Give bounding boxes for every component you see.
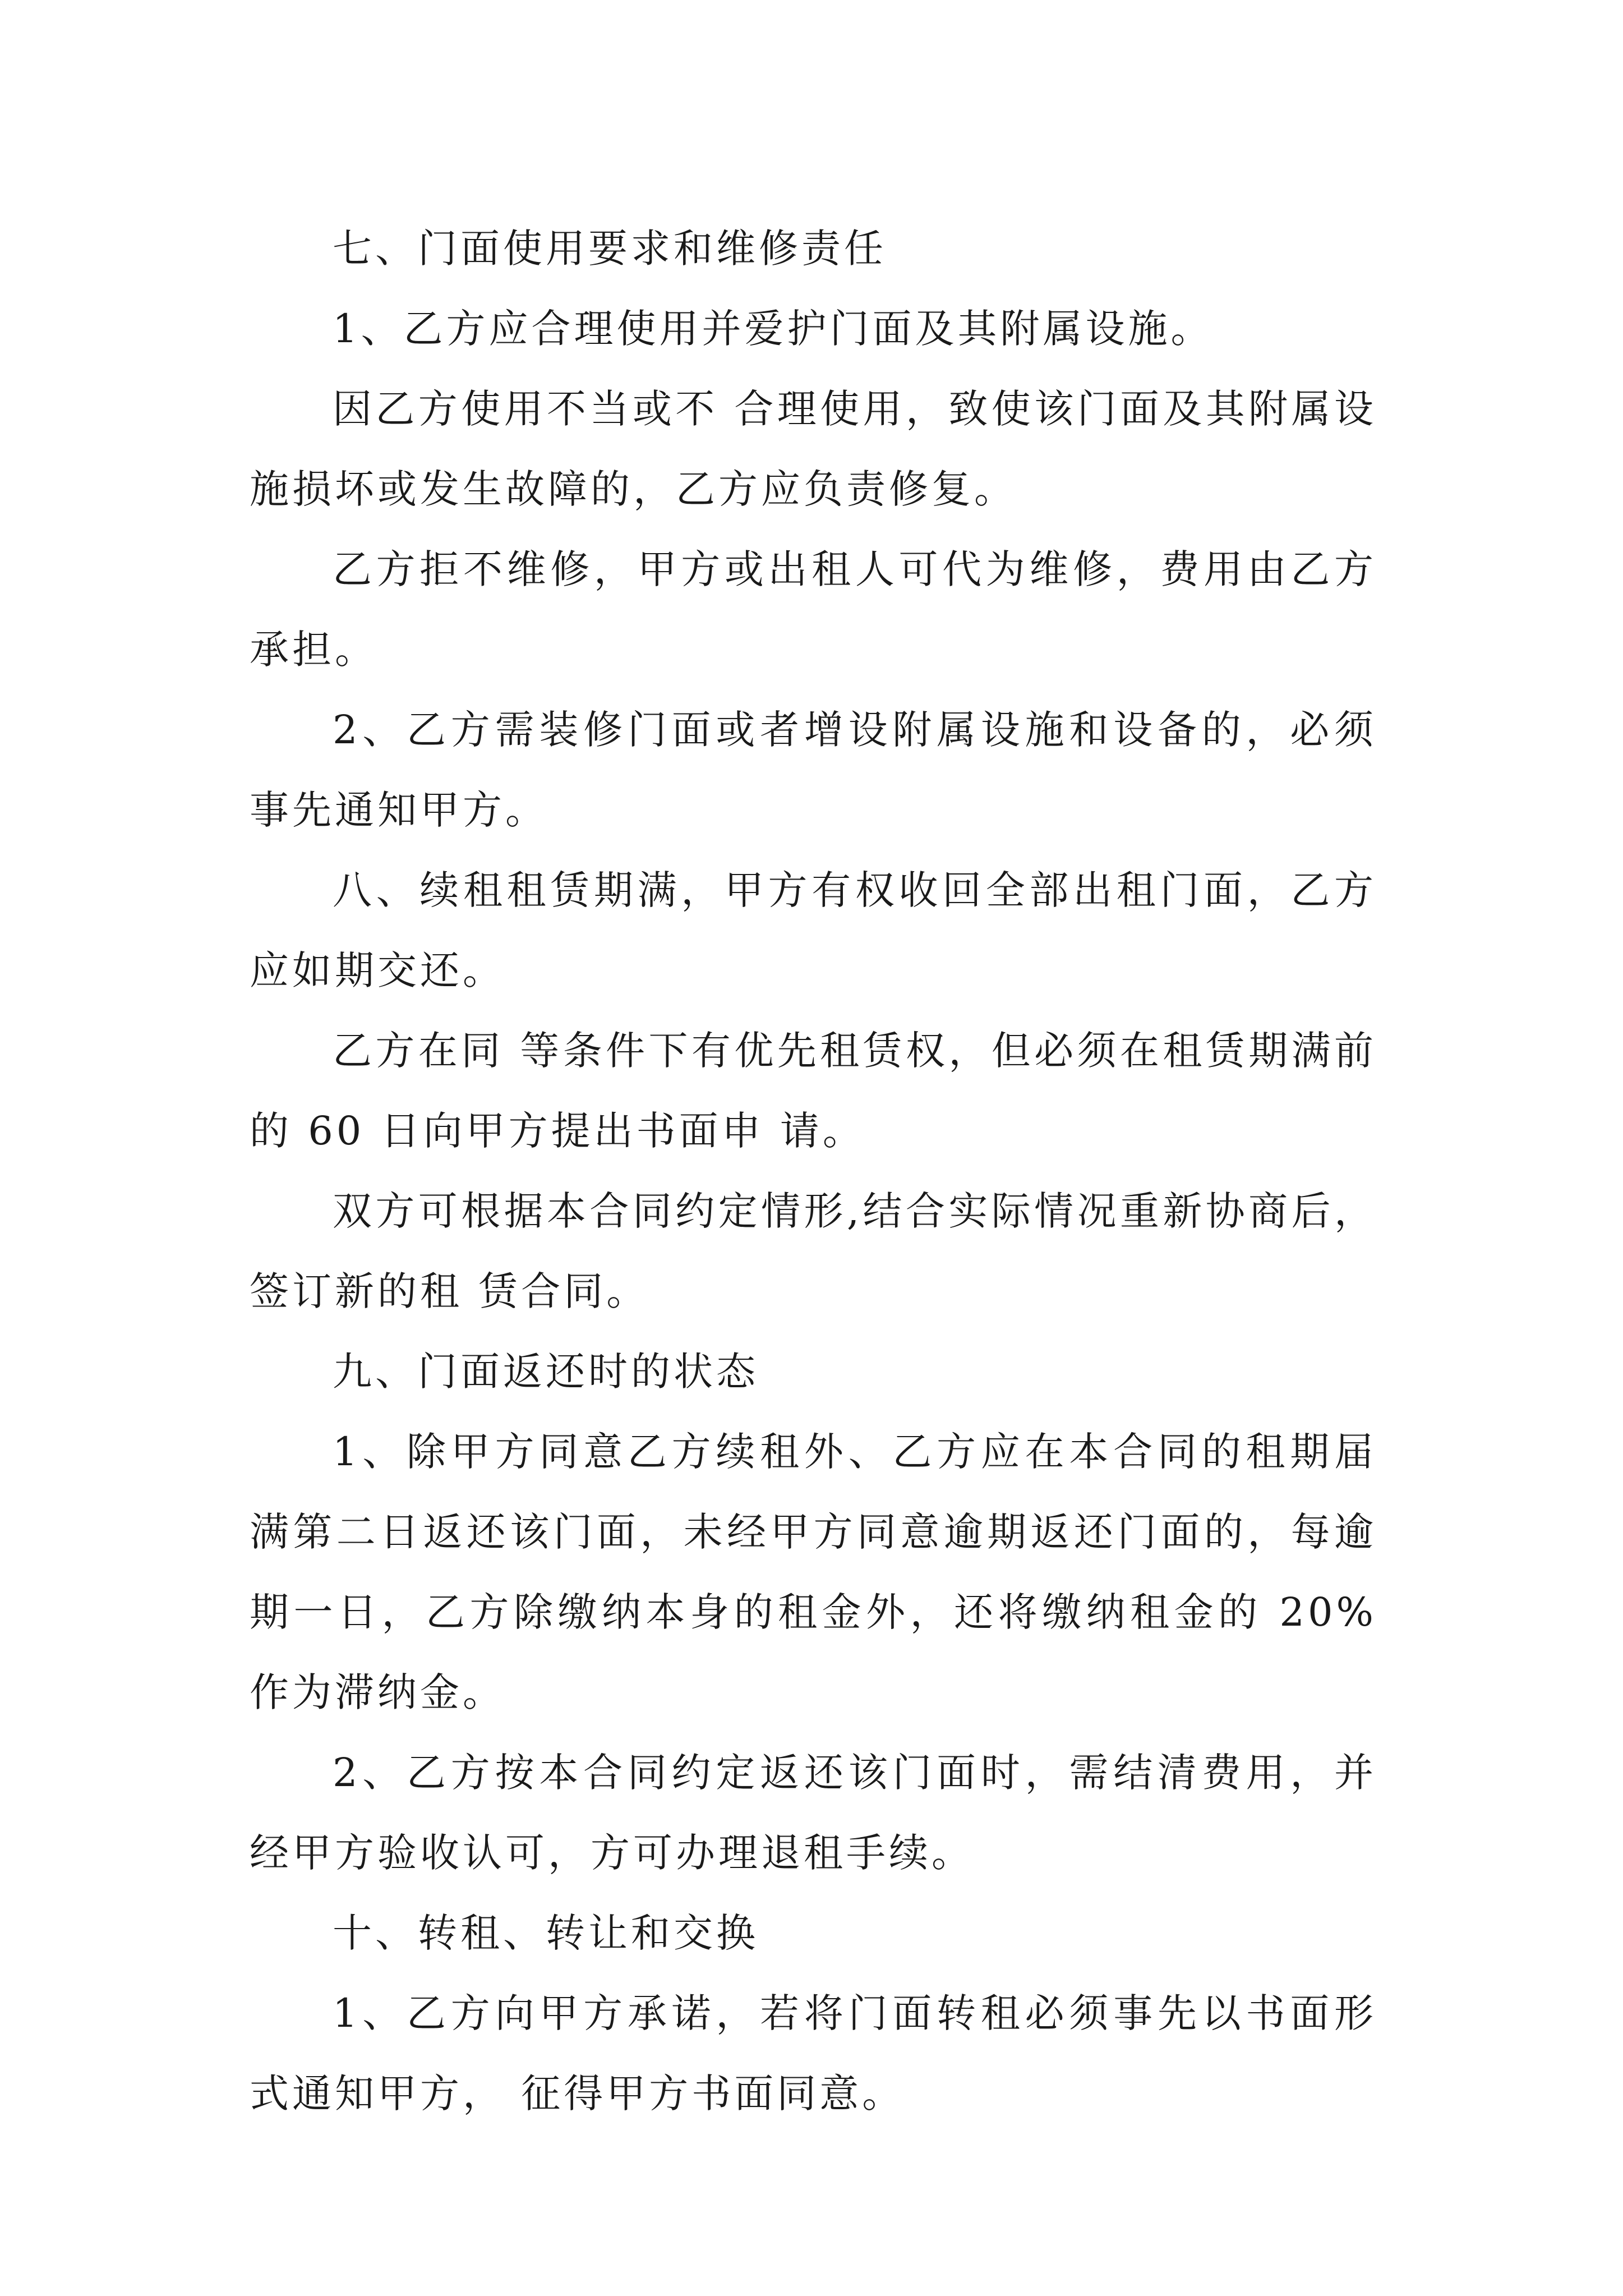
clause-7-1-refusal: 乙方拒不维修，甲方或出租人可代为维修，费用由乙方承担。 [250,546,1377,673]
section-heading-9: 九、门面返还时的状态 [333,1349,759,1395]
clause-8-renegotiate: 双方可根据本合同约定情形,结合实际情况重新协商后，签订新的租 赁合同。 [250,1188,1377,1314]
clause-8-priority: 乙方在同 等条件下有优先租赁权，但必须在租赁期满前的 60 日向甲方提出书面申 请。 [250,1028,1377,1154]
clause-10-1: 1、乙方向甲方承诺，若将门面转租必须事先以书面形式通知甲方， 征得甲方书面同意。 [250,1990,1377,2116]
clause-9-1: 1、除甲方同意乙方续租外、乙方应在本合同的租期届满第二日返还该门面，未经甲方同意逾期返还门面的，每逾期一日，乙方除缴纳本身的租金外，还将缴纳租金的 20%作为滞纳金。 [250,1429,1377,1715]
clause-7-1-improper-use: 因乙方使用不当或不 合理使用，致使该门面及其附属设施损坏或发生故障的，乙方应负责修复。 [250,386,1377,512]
section-heading-10: 十、转租、转让和交换 [333,1910,759,1956]
clause-7-2: 2、乙方需装修门面或者增设附属设施和设备的，必须事先通知甲方。 [250,707,1377,833]
section-heading-8: 八、续租租赁期满，甲方有权收回全部出租门面，乙方应如期交还。 [250,867,1377,993]
section-heading-7: 七、门面使用要求和维修责任 [333,226,887,272]
clause-7-1: 1、乙方应合理使用并爱护门面及其附属设施。 [333,306,1214,352]
document-body [250,209,1377,2134]
clause-9-2: 2、乙方按本合同约定返还该门面时，需结清费用，并经甲方验收认可，方可办理退租手续。 [250,1750,1377,1876]
